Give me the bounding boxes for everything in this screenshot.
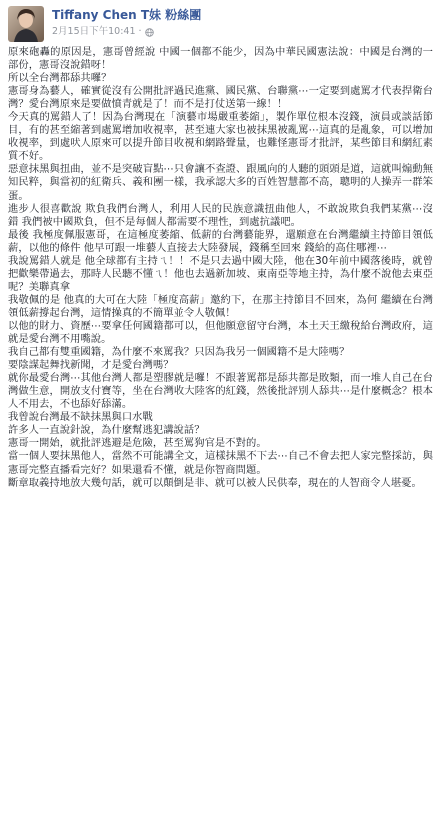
post-paragraph: 斷章取義持地放大幾句話，就可以顛倒是非、就可以被人民供奉，現在的人智商令人堪憂。 [8,476,422,489]
post-paragraph: 原來砲轟的原因是，憲哥曾經說 中國一個都不能少，因為中華民國憲法說：中國是台灣的一部份，憲哥沒說錯呀！ [8,46,433,72]
post-paragraph: 憲哥一開始，就批評逃避是危險，甚至罵狗官是不對的。 [8,437,267,450]
post-meta [52,6,201,39]
globe-icon [145,28,154,37]
post-paragraph: 要陰謀起舞找新聞，才是愛台灣嗎？ [8,359,174,372]
post-paragraph: 我自己都有雙重國籍，為什麼不來罵我？只因為我另一個國籍不是大陸嗎？ [8,346,350,359]
post-paragraph: 進步人很喜歡說 欺負我們台灣人，利用人民的民族意識扭曲他人，不敢說欺負我們某黨⋯沒錯 我們被中國欺負，但不是每個人都需要不理性，到處抗議吧。 [8,202,433,228]
post-paragraph: 今天真的罵錯人了！因為台灣現在「演藝市場嚴重萎縮」，製作單位根本沒錢，演員或談話節目，有的甚至縮著到處罵增加收視率，甚至連大家也被抹黑被亂罵⋯這真的是亂象，可以增加收視率，到處吠人原來可以提升節目收視和網路聲量，也難怪憲哥才批評，某些節目和網紅素質不好。 [8,111,433,163]
post-paragraph: 我說罵錯人就是 他全球都有主持ㄟ！！不是只去過中國大陸，他在30年前中國落後時，就曾把歡樂帶過去，那時人民聽不懂ㄟ！他也去過新加坡、東南亞等地主持，為什麼不說他去東亞呢？美聯真拿 [8,254,433,293]
post-paragraph: 我曾說台灣最不缺抹黑與口水戰 [8,411,153,424]
avatar[interactable] [8,6,44,42]
post-timestamp[interactable]: 2月15日下午10:41 · [52,26,142,37]
post-body [8,46,433,490]
post-paragraph: 我敬佩的是 他真的大可在大陸「極度高薪」邀約下，在那主持節目不回來，為何 繼續在台灣領低薪撐起台灣，這情操真的不簡單並令人敬佩！ [8,293,433,319]
avatar-image [8,6,44,42]
post-paragraph: 許多人一直說針說，為什麼幫逃犯講說話？ [8,424,205,437]
post-paragraph: 就你最愛台灣⋯其他台灣人都是塑膠就是囉！不跟著罵都是舔共都是敗類，而一堆人自己在台灣做生意，開放支付寶等，坐在台灣收大陸客的紅錢，然後批評別人舔共⋯是什麼概念？根本人不用去，不也舔好舔滿。 [8,372,433,411]
post-paragraph: 最後 我極度佩服憲哥，在這極度萎縮、低薪的台灣藝能界，還願意在台灣繼續主持節目領低薪，以他的條件 他早可跟一堆藝人直接去大陸發展，錢稱至回來 錢給的高住哪裡⋯ [8,228,433,254]
post-paragraph: 惡意抹黑與扭曲，並不是突破盲點⋯只會讓不查證、跟風向的人聽的頭頭是道，這就叫煽動無知民粹，與當初的紅衛兵、義和團一樣，我承認大多的百姓智慧都不高，聰明的人操弄一群笨蛋。 [8,163,433,202]
post-header [8,6,433,46]
post-paragraph: 以他的財力、資歷⋯要拿任何國籍都可以，但他願意留守台灣，本土天王繳稅給台灣政府，這就是愛台灣不用嘴說。 [8,319,433,346]
post-subline [52,25,201,39]
post-paragraph: 當一個人要抹黑他人，當然不可能講全文，這樣抹黑不下去⋯自己不會去把人家完整採訪，與憲哥完整直播看完好？如果還看不懂，就是你智商問題。 [8,450,433,476]
author-name[interactable]: Tiffany Chen T妹 粉絲團 [52,8,202,22]
post-paragraph: 所以全台灣都舔共囉？ [8,72,112,85]
post-paragraph: 憲哥身為藝人，確實從沒有公開批評過民進黨、國民黨、台聯黨⋯一定要到處罵才代表捍衛台灣？愛台灣原來是要做憤青就是了！而不是打仗送第一線！！ [8,85,433,111]
